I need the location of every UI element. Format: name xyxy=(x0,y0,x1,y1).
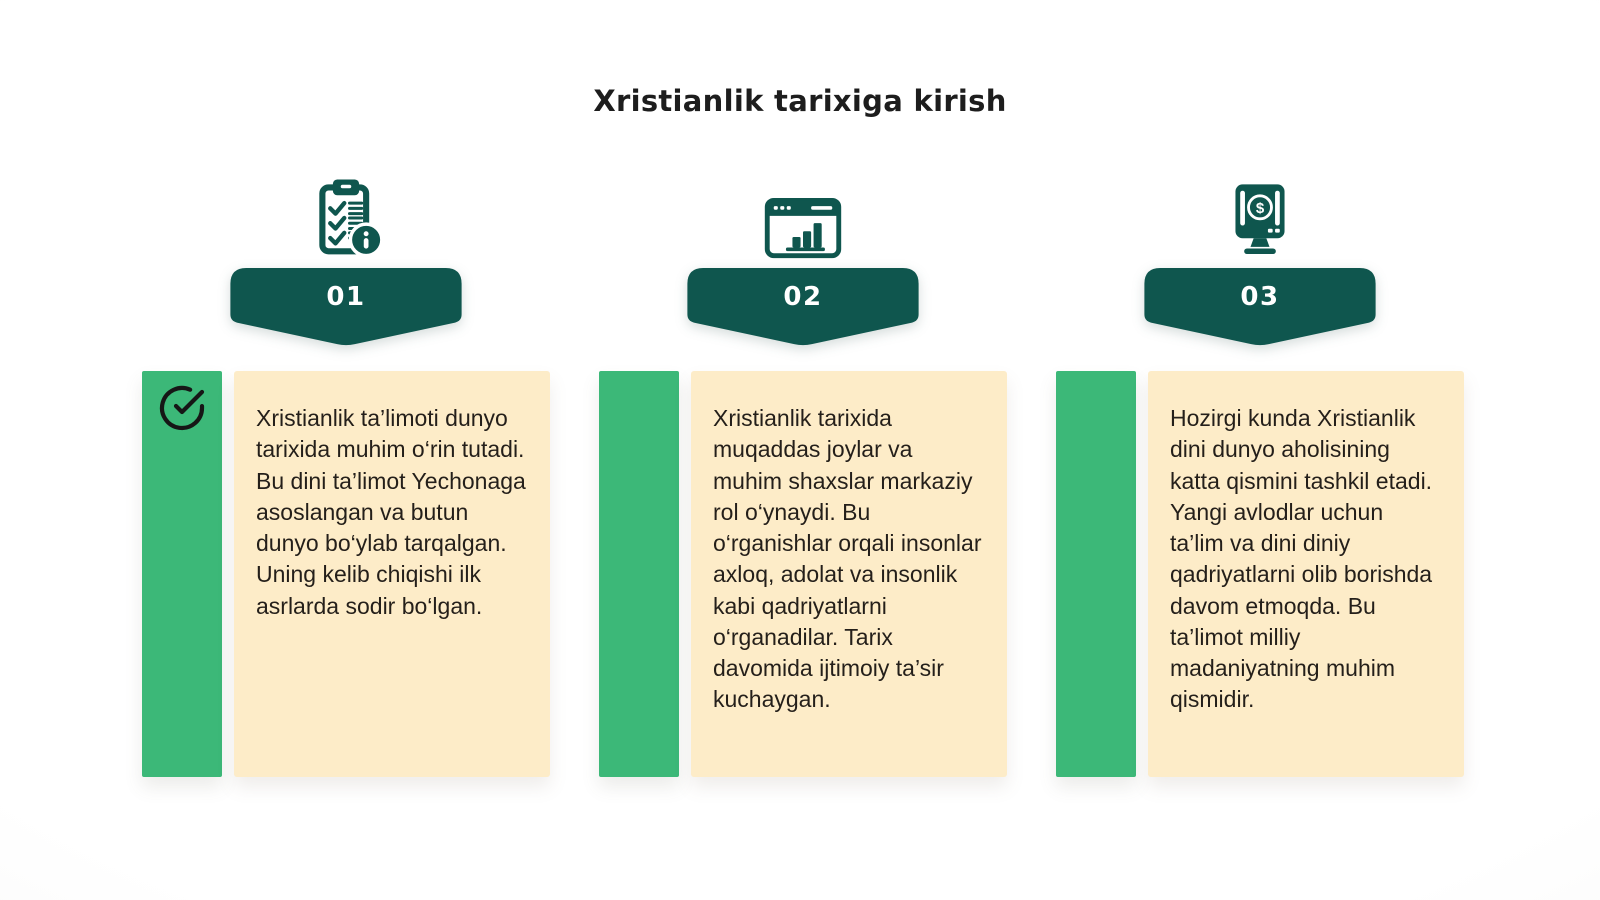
card-3 xyxy=(1056,371,1464,777)
card-3-accent-bar xyxy=(1056,371,1136,777)
card-2 xyxy=(599,371,1007,777)
clipboard-checklist-info-icon xyxy=(286,172,406,260)
card-1-accent-bar xyxy=(142,371,222,777)
card-2-panel xyxy=(691,371,1007,777)
column-1 xyxy=(96,0,596,900)
step-number-1: 01 xyxy=(326,282,366,312)
card-1-panel xyxy=(234,371,550,777)
card-2-text: Xristianlik tarixida muqaddas joylar va muhim shaxslar markaziy rol o‘ynaydi. Bu o‘rganishlar orqali insonlar axloq, adolat va insonlik kabi qadriyatlarni o‘rganadilar. Tarix davomida ijtimoiy ta’sir kuchaygan. xyxy=(713,405,982,713)
column-2 xyxy=(553,0,1053,900)
step-number-2: 02 xyxy=(783,282,823,312)
card-3-panel xyxy=(1148,371,1464,777)
column-3 xyxy=(1010,0,1510,900)
step-number-3: 03 xyxy=(1240,282,1280,312)
card-2-accent-bar xyxy=(599,371,679,777)
card-1-text: Xristianlik ta’limoti dunyo tarixida muhim o‘rin tutadi. Bu dini ta’limot Yechonaga asoslangan va butun dunyo bo‘ylab tarqalgan. Uning kelib chiqishi ilk asrlarda sodir bo‘lgan. xyxy=(256,405,526,619)
card-3-text: Hozirgi kunda Xristianlik dini dunyo aholisining katta qismini tashkil etadi. Yangi avlodlar uchun ta’lim va dini diniy qadriyatlarni olib borishda davom etmoqda. Bu ta’limot milliy madaniyatning muhim qismidir. xyxy=(1170,405,1433,713)
card-1 xyxy=(142,371,550,777)
page-title: Xristianlik tarixiga kirish xyxy=(593,84,1007,118)
svg-text:$: $ xyxy=(1255,199,1265,217)
check-circle-icon xyxy=(158,384,206,432)
browser-bar-chart-icon xyxy=(743,172,863,260)
monitor-dollar-coin-icon xyxy=(1200,172,1320,260)
